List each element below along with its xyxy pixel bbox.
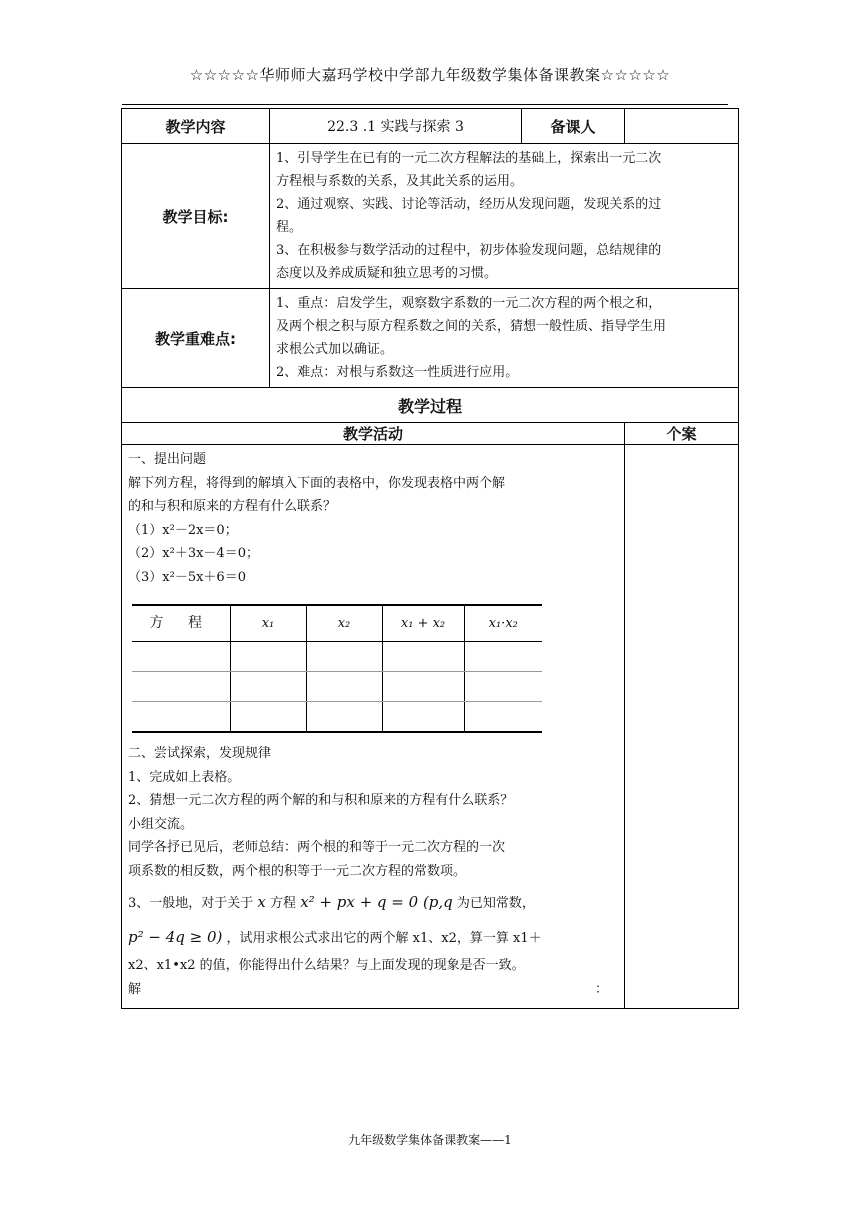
table-row — [132, 672, 542, 702]
goals-content — [270, 144, 739, 289]
table-cell — [382, 642, 464, 672]
table-cell — [230, 642, 306, 672]
step3-equation: x² + px + q = 0 (p,q — [300, 893, 453, 911]
step3-text: 方程 — [270, 896, 297, 911]
solution-line — [128, 978, 618, 1002]
roots-table-header: x₁ + x₂ — [382, 605, 464, 642]
case-column-header: 个案 — [625, 423, 739, 445]
table-row — [132, 702, 542, 733]
table-cell — [382, 672, 464, 702]
goals-line: 程。 — [276, 220, 303, 235]
step3-line: x2、x1•x2 的值，你能得出什么结果？与上面发现的现象是否一致。 — [128, 958, 525, 973]
equation-item: （3）x²－5x＋6＝0 — [128, 569, 246, 585]
difficulties-content — [270, 289, 739, 388]
table-cell — [306, 642, 382, 672]
activity-content — [122, 445, 625, 1009]
page-header-title: ☆☆☆☆☆华师师大嘉玛学校中学部九年级数学集体备课教案☆☆☆☆☆ — [189, 66, 671, 84]
table-cell — [382, 702, 464, 733]
table-cell — [132, 672, 230, 702]
content-value: 22.3 .1 实践与探索 3 — [270, 109, 522, 144]
preparer-label: 备课人 — [522, 109, 625, 144]
step1-text: 1、完成如上表格。 — [128, 769, 241, 785]
case-content — [625, 445, 739, 1009]
step2-text: 小组交流。 — [128, 816, 194, 832]
goals-line: 3、在积极参与数学活动的过程中，初步体验发现问题，总结规律的 — [276, 243, 662, 258]
intro-line: 解下列方程，将得到的解填入下面的表格中，你发现表格中两个解 — [128, 475, 506, 491]
table-cell — [464, 702, 542, 733]
intro-line: 的和与积和原来的方程有什么联系？ — [128, 499, 337, 514]
difficulties-label: 教学重难点: — [122, 289, 270, 388]
goals-label-text: 教学目标: — [162, 207, 229, 226]
solution-colon: ： — [594, 981, 608, 997]
content-label: 教学内容 — [122, 109, 270, 144]
equation-item: （1）x²－2x＝0； — [128, 522, 238, 538]
step3-text: 为已知常数， — [456, 896, 535, 911]
difficulties-line: 1、重点：启发学生，观察数字系数的一元二次方程的两个根之和， — [276, 296, 662, 311]
table-cell — [306, 672, 382, 702]
table-cell — [306, 702, 382, 733]
section2-title: 二、尝试探索，发现规律 — [128, 746, 272, 761]
goals-line: 态度以及养成质疑和独立思考的习惯。 — [276, 266, 498, 281]
roots-table — [132, 604, 542, 733]
process-title: 教学过程 — [122, 388, 739, 423]
goals-label — [122, 144, 270, 289]
section1-title: 一、提出问题 — [128, 452, 207, 467]
step3-line — [128, 926, 618, 951]
table-cell — [464, 672, 542, 702]
roots-table-header: 方 程 — [132, 605, 230, 642]
table-cell — [132, 702, 230, 733]
table-cell — [132, 642, 230, 672]
roots-table-header-row — [132, 605, 542, 642]
table-cell — [230, 702, 306, 733]
table-row — [132, 642, 542, 672]
difficulties-line: 2、难点：对根与系数这一性质进行应用。 — [276, 365, 519, 380]
roots-table-header: x₁·x₂ — [464, 605, 542, 642]
difficulties-line: 及两个根之积与原方程系数之间的关系，猜想一般性质、指导学生用 — [276, 319, 667, 334]
table-cell — [230, 672, 306, 702]
summary-text: 同学各抒已见后，老师总结：两个根的和等于一元二次方程的一次 — [128, 840, 506, 855]
roots-table-header: x₂ — [306, 605, 382, 642]
roots-table-header: x₁ — [230, 605, 306, 642]
lesson-plan-table — [121, 108, 739, 1009]
step3-variable: x — [257, 893, 266, 911]
table-cell — [464, 642, 542, 672]
step3-condition: p² − 4q ≥ 0) — [128, 927, 223, 946]
activity-column-header: 教学活动 — [122, 423, 625, 445]
header-divider — [122, 104, 728, 105]
step2-text: 2、猜想一元二次方程的两个解的和与积和原来的方程有什么联系？ — [128, 793, 514, 808]
summary-text: 项系数的相反数，两个根的积等于一元二次方程的常数项。 — [128, 863, 467, 879]
goals-line: 1、引导学生在已有的一元二次方程解法的基础上，探索出一元二次 — [276, 151, 662, 166]
page-footer: 九年级数学集体备课教案——1 — [348, 1133, 512, 1147]
difficulties-line: 求根公式加以确证。 — [276, 342, 394, 357]
equation-item: （2）x²＋3x－4＝0； — [128, 546, 259, 561]
step3-line — [128, 891, 618, 916]
step3-text: ，试用求根公式求出它的两个解 x1、x2，算一算 x1＋ — [226, 930, 542, 946]
step3-text: 3、一般地，对于关于 — [128, 896, 254, 911]
goals-line: 2、通过观察、实践、讨论等活动，经历从发现问题，发现关系的过 — [276, 197, 662, 212]
preparer-value — [625, 109, 739, 144]
solution-label: 解 — [128, 981, 142, 997]
goals-line: 方程根与系数的关系，及其此关系的运用。 — [276, 174, 524, 189]
